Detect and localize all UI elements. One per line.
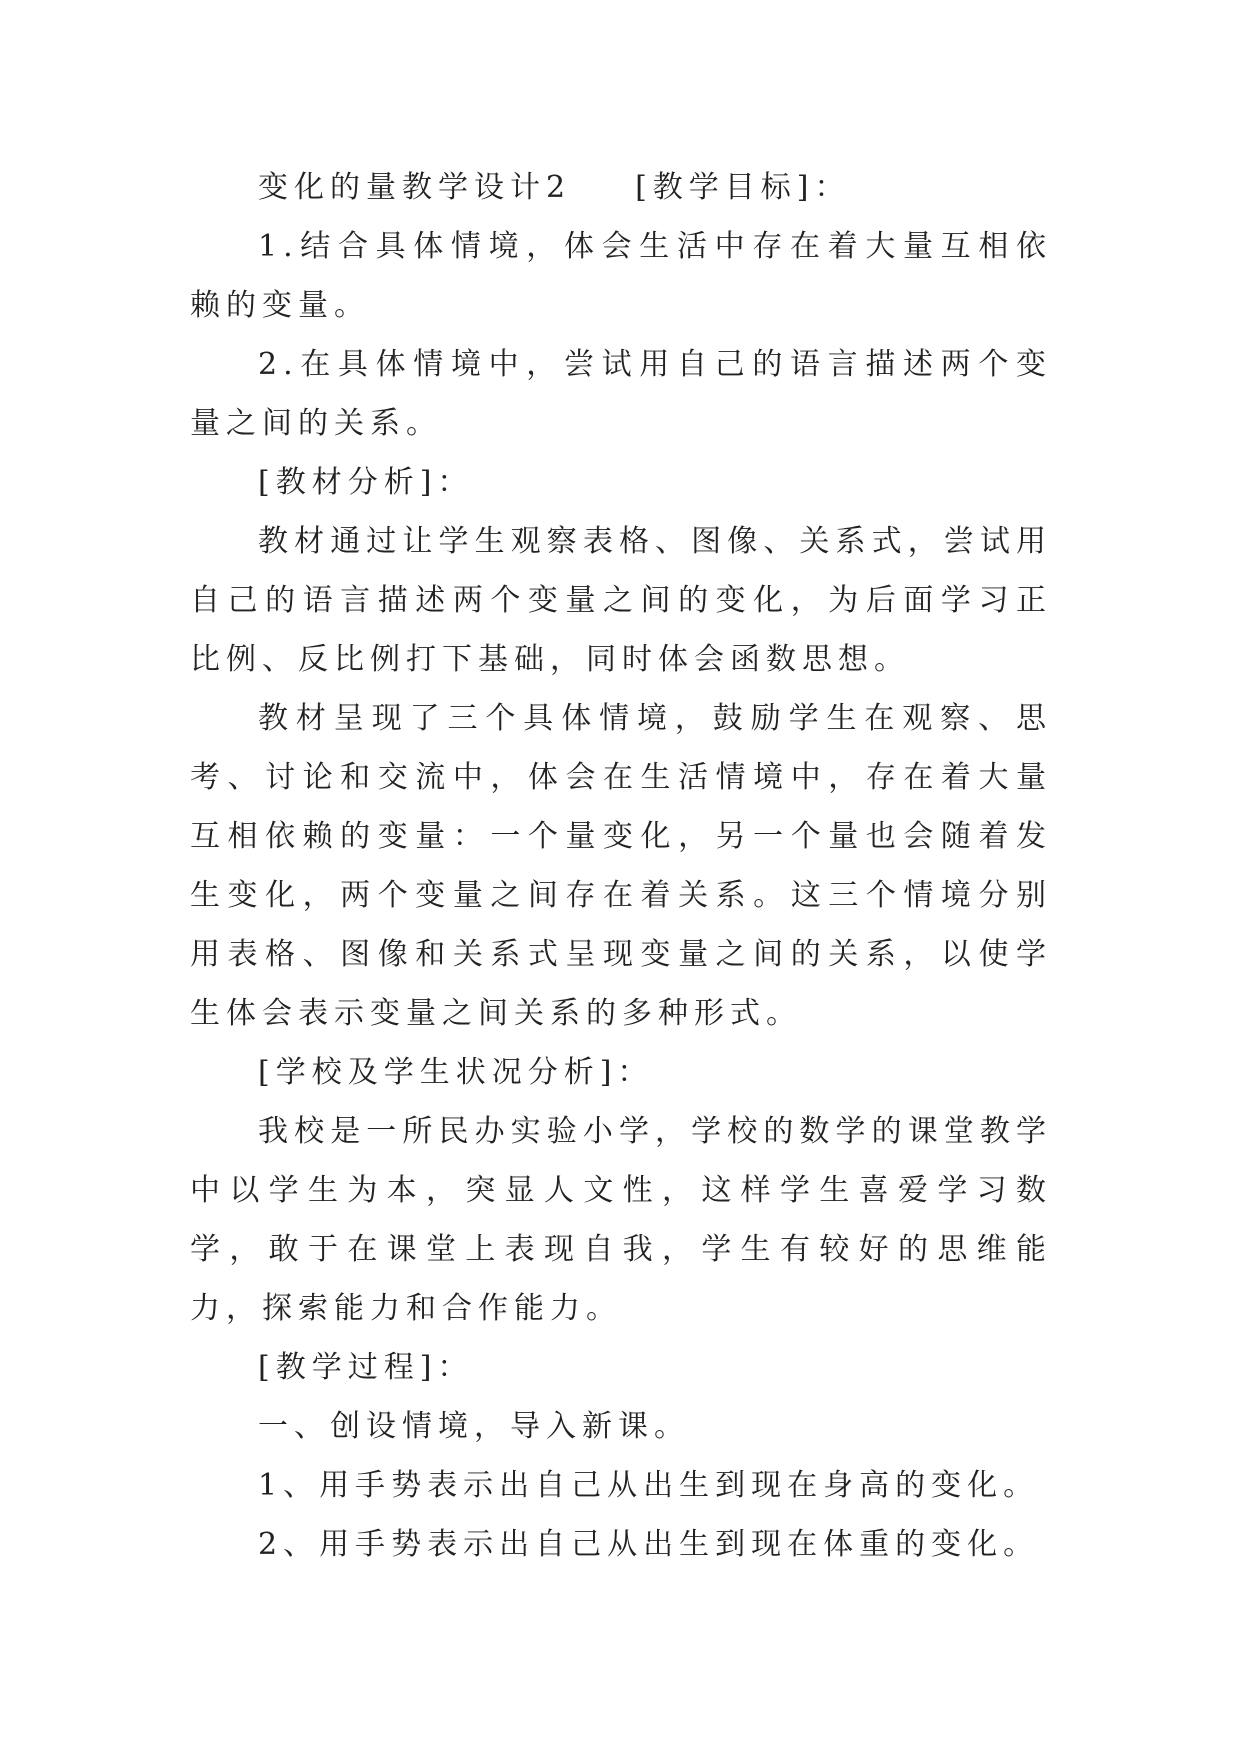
- process-heading: [教学过程]：: [258, 1350, 474, 1385]
- material-heading: [教材分析]：: [258, 465, 474, 500]
- process-step-1: 一、创设情境，导入新课。: [258, 1409, 690, 1444]
- material-paragraph-1: 教材通过让学生观察表格、图像、关系式，尝试用自己的语言描述两个变量之间的变化，为后面学习正比例、反比例打下基础，同时体会函数思想。: [190, 524, 1052, 677]
- school-paragraph-1: 我校是一所民办实验小学，学校的数学的课堂教学中以学生为本，突显人文性，这样学生喜爱学习数学，敢于在课堂上表现自我，学生有较好的思维能力，探索能力和合作能力。: [190, 1114, 1052, 1326]
- material-paragraph-2: 教材呈现了三个具体情境，鼓励学生在观察、思考、讨论和交流中，体会在生活情境中，存在着大量互相依赖的变量：一个量变化，另一个量也会随着发生变化，两个变量之间存在着关系。这三个情境分别用表格、图像和关系式呈现变量之间的关系，以使学生体会表示变量之间关系的多种形式。: [190, 701, 1052, 1031]
- document-body: [190, 158, 1052, 1574]
- goal-2: 2.在具体情境中，尝试用自己的语言描述两个变量之间的关系。: [190, 347, 1052, 441]
- process-item-1: 1、用手势表示出自己从出生到现在身高的变化。: [258, 1468, 1040, 1503]
- title-line: [190, 158, 1052, 217]
- school-heading: [学校及学生状况分析]：: [258, 1055, 654, 1090]
- goal-1: 1.结合具体情境，体会生活中存在着大量互相依赖的变量。: [190, 229, 1052, 323]
- document-title: 变化的量教学设计2: [258, 170, 572, 205]
- goals-heading: [教学目标]：: [635, 170, 851, 205]
- process-item-2: 2、用手势表示出自己从出生到现在体重的变化。: [258, 1527, 1040, 1562]
